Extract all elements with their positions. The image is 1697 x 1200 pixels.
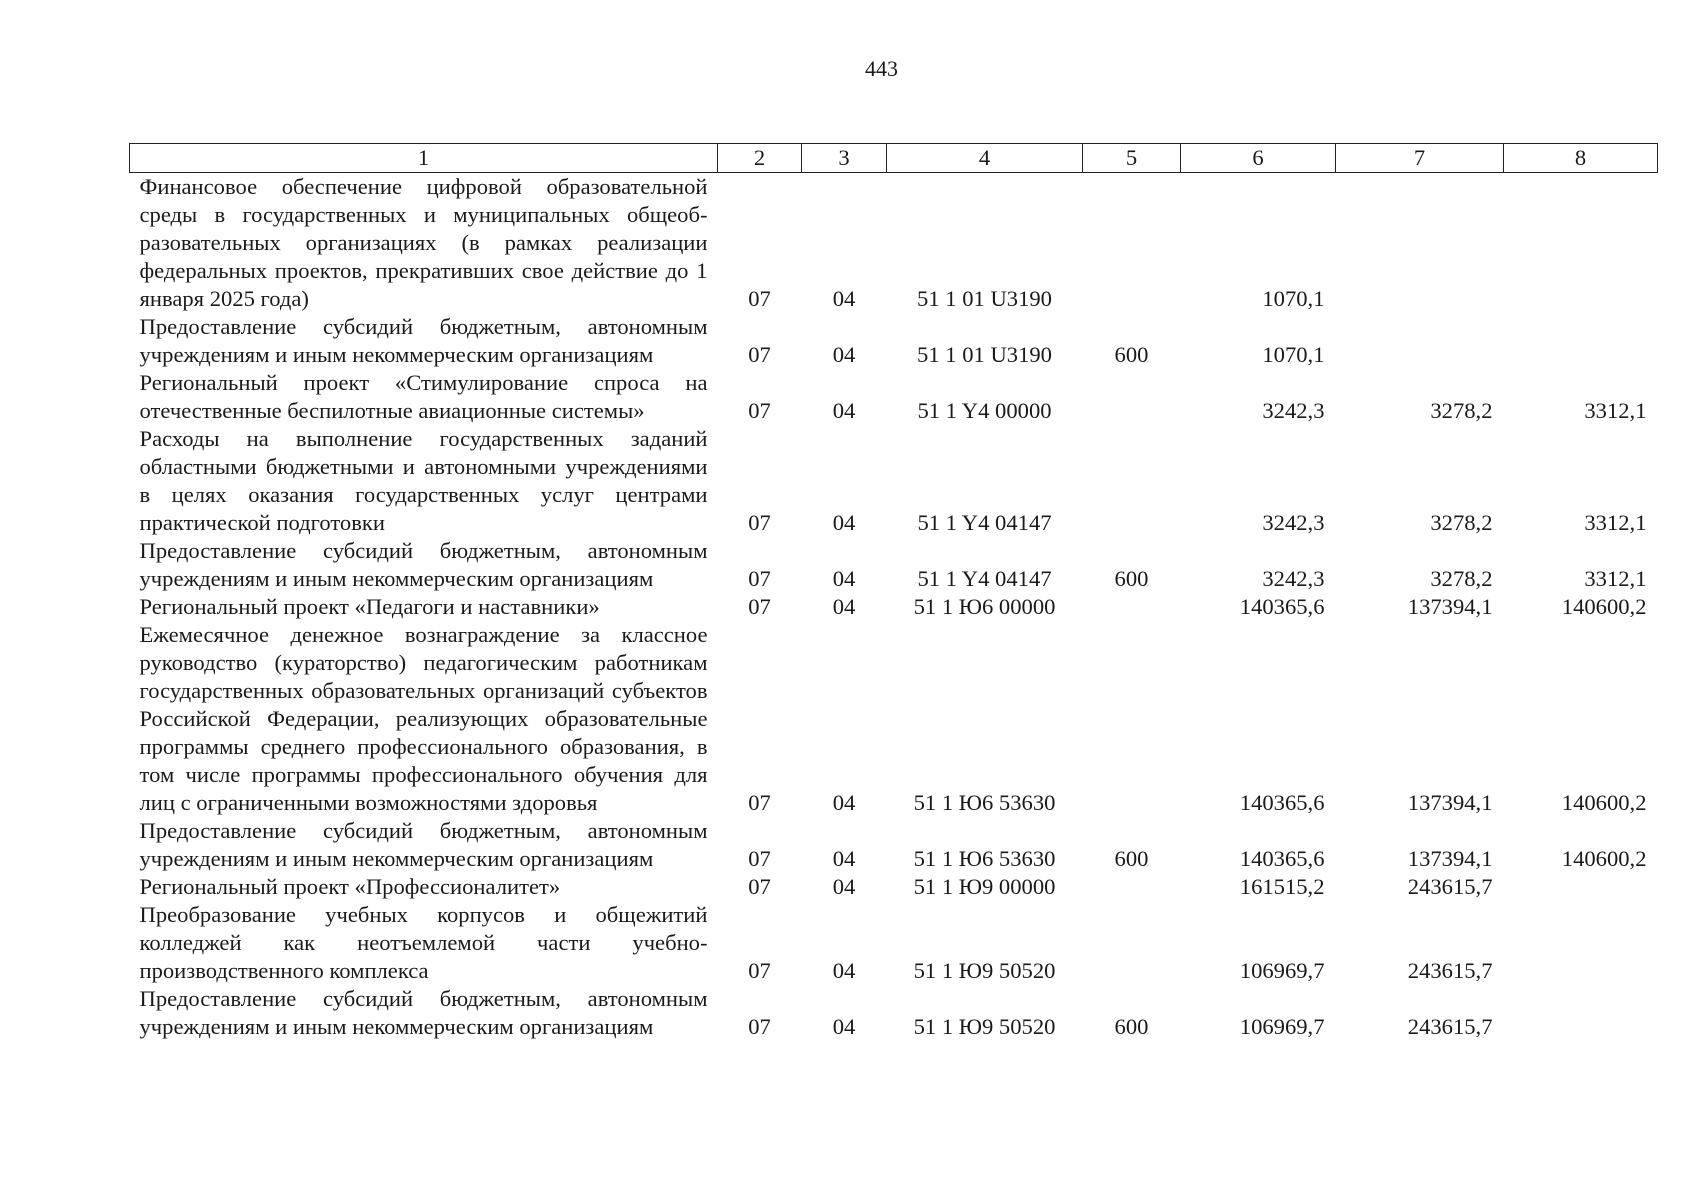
amount-col-8: 140600,2 bbox=[1561, 846, 1647, 871]
row-name: Финансовое обеспечение цифровой образовательной среды в государственных и муниципальных общеобразовательных организациях (в рамках реализации федеральных проектов, прекративших свое действие до 1 января 2025 года) bbox=[139, 174, 708, 311]
subsection-code: 04 bbox=[832, 846, 856, 871]
subsection-code: 04 bbox=[832, 958, 856, 983]
row-name: Ежемесячное денежное вознаграждение за классное руководство (кураторство) педагогическим работникам государственных образовательных организаций субъектов Российской Федерации, реализующих образовательные программы среднего профессионального образования, в том числе программы профессионального обучения для лиц с ограниченными возможностями здоровья bbox=[139, 622, 708, 815]
amount-col-7: 3278,2 bbox=[1430, 398, 1493, 423]
amount-col-7: 243615,7 bbox=[1407, 1014, 1493, 1039]
target-article-code: 51 1 Y4 04147 bbox=[917, 566, 1052, 591]
section-code: 07 bbox=[748, 342, 771, 367]
amount-col-8: 3312,1 bbox=[1584, 510, 1647, 535]
table-row bbox=[130, 369, 1658, 425]
table-body bbox=[130, 173, 1658, 1042]
column-header-7: 7 bbox=[1336, 144, 1504, 173]
target-article-code: 51 1 Y4 00000 bbox=[917, 398, 1052, 423]
amount-col-8: 140600,2 bbox=[1561, 790, 1647, 815]
amount-col-6: 1070,1 bbox=[1262, 342, 1325, 367]
amount-col-8: 3312,1 bbox=[1584, 566, 1647, 591]
section-code: 07 bbox=[748, 398, 771, 423]
amount-col-7: 3278,2 bbox=[1430, 566, 1493, 591]
column-header-8: 8 bbox=[1504, 144, 1658, 173]
subsection-code: 04 bbox=[832, 286, 856, 311]
column-header-5: 5 bbox=[1083, 144, 1181, 173]
table-row bbox=[130, 621, 1658, 817]
row-name: Преобразование учебных корпусов и общежитий колледжей как неотъемлемой части учебно-производственного комплекса bbox=[139, 902, 708, 983]
target-article-code: 51 1 Y4 04147 bbox=[917, 510, 1052, 535]
table-row bbox=[130, 593, 1658, 621]
amount-col-8: 3312,1 bbox=[1584, 398, 1647, 423]
row-name: Предоставление субсидий бюджетным, автономным учреждениям и иным некоммерческим организациям bbox=[139, 538, 708, 591]
expense-type-code: 600 bbox=[1114, 566, 1149, 591]
row-name: Расходы на выполнение государственных заданий областными бюджетными и автономными учреждениями в целях оказания государственных услуг центрами практической подготовки bbox=[139, 426, 708, 535]
target-article-code: 51 1 01 U3190 bbox=[917, 286, 1052, 311]
amount-col-8 bbox=[1504, 901, 1658, 985]
table-row bbox=[130, 425, 1658, 537]
expense-type-code bbox=[1083, 621, 1181, 817]
column-header-4: 4 bbox=[887, 144, 1083, 173]
subsection-code: 04 bbox=[832, 510, 856, 535]
amount-col-8: 140600,2 bbox=[1561, 594, 1647, 619]
amount-col-6: 161515,2 bbox=[1239, 874, 1325, 899]
subsection-code: 04 bbox=[832, 874, 856, 899]
amount-col-7: 243615,7 bbox=[1407, 874, 1493, 899]
target-article-code: 51 1 Ю6 00000 bbox=[913, 594, 1056, 619]
column-header-2: 2 bbox=[718, 144, 802, 173]
row-name: Предоставление субсидий бюджетным, автономным учреждениям и иным некоммерческим организациям bbox=[139, 986, 708, 1039]
amount-col-6: 140365,6 bbox=[1239, 846, 1325, 871]
amount-col-6: 3242,3 bbox=[1262, 398, 1325, 423]
row-name: Региональный проект «Педагоги и наставники» bbox=[139, 594, 600, 619]
budget-table bbox=[129, 143, 1658, 1041]
column-header-3: 3 bbox=[802, 144, 887, 173]
section-code: 07 bbox=[748, 874, 771, 899]
amount-col-6: 1070,1 bbox=[1262, 286, 1325, 311]
section-code: 07 bbox=[748, 790, 771, 815]
header-row bbox=[130, 144, 1658, 173]
amount-col-7: 137394,1 bbox=[1407, 594, 1493, 619]
amount-col-8 bbox=[1504, 173, 1658, 314]
amount-col-6: 140365,6 bbox=[1239, 790, 1325, 815]
amount-col-8 bbox=[1504, 985, 1658, 1041]
amount-col-7 bbox=[1336, 313, 1504, 369]
table-row bbox=[130, 901, 1658, 985]
amount-col-7: 3278,2 bbox=[1430, 510, 1493, 535]
expense-type-code bbox=[1083, 369, 1181, 425]
expense-type-code bbox=[1083, 873, 1181, 901]
amount-col-7: 137394,1 bbox=[1407, 846, 1493, 871]
row-name: Региональный проект «Стимулирование спроса на отечественные беспилотные авиационные системы» bbox=[139, 370, 708, 423]
amount-col-6: 3242,3 bbox=[1262, 566, 1325, 591]
table-row bbox=[130, 173, 1658, 314]
table-row bbox=[130, 873, 1658, 901]
subsection-code: 04 bbox=[832, 790, 856, 815]
expense-type-code: 600 bbox=[1114, 1014, 1149, 1039]
amount-col-7: 243615,7 bbox=[1407, 958, 1493, 983]
amount-col-8 bbox=[1504, 313, 1658, 369]
amount-col-7: 137394,1 bbox=[1407, 790, 1493, 815]
expense-type-code: 600 bbox=[1114, 342, 1149, 367]
expense-type-code bbox=[1083, 173, 1181, 314]
page-number: 443 bbox=[865, 56, 898, 81]
row-name: Региональный проект «Профессионалитет» bbox=[139, 874, 561, 899]
subsection-code: 04 bbox=[832, 342, 856, 367]
expense-type-code bbox=[1083, 425, 1181, 537]
table-row bbox=[130, 817, 1658, 873]
amount-col-6: 106969,7 bbox=[1239, 958, 1325, 983]
table-row bbox=[130, 313, 1658, 369]
target-article-code: 51 1 01 U3190 bbox=[917, 342, 1052, 367]
section-code: 07 bbox=[748, 510, 771, 535]
subsection-code: 04 bbox=[832, 594, 856, 619]
column-header-6: 6 bbox=[1181, 144, 1336, 173]
table-row bbox=[130, 537, 1658, 593]
target-article-code: 51 1 Ю9 50520 bbox=[913, 1014, 1056, 1039]
expense-type-code bbox=[1083, 593, 1181, 621]
expense-type-code: 600 bbox=[1114, 846, 1149, 871]
target-article-code: 51 1 Ю6 53630 bbox=[913, 846, 1056, 871]
amount-col-6: 3242,3 bbox=[1262, 510, 1325, 535]
amount-col-8 bbox=[1504, 873, 1658, 901]
amount-col-7 bbox=[1336, 173, 1504, 314]
row-name: Предоставление субсидий бюджетным, автономным учреждениям и иным некоммерческим организациям bbox=[139, 818, 708, 871]
section-code: 07 bbox=[748, 958, 771, 983]
section-code: 07 bbox=[748, 846, 771, 871]
subsection-code: 04 bbox=[832, 398, 856, 423]
table-header bbox=[130, 144, 1658, 173]
subsection-code: 04 bbox=[832, 566, 856, 591]
expense-type-code bbox=[1083, 901, 1181, 985]
target-article-code: 51 1 Ю6 53630 bbox=[913, 790, 1056, 815]
target-article-code: 51 1 Ю9 00000 bbox=[913, 874, 1056, 899]
target-article-code: 51 1 Ю9 50520 bbox=[913, 958, 1056, 983]
subsection-code: 04 bbox=[832, 1014, 856, 1039]
amount-col-6: 140365,6 bbox=[1239, 594, 1325, 619]
table-row bbox=[130, 985, 1658, 1041]
section-code: 07 bbox=[748, 1014, 771, 1039]
row-name: Предоставление субсидий бюджетным, автономным учреждениям и иным некоммерческим организациям bbox=[139, 314, 708, 367]
section-code: 07 bbox=[748, 286, 771, 311]
column-header-1: 1 bbox=[130, 144, 718, 173]
amount-col-6: 106969,7 bbox=[1239, 1014, 1325, 1039]
section-code: 07 bbox=[748, 594, 771, 619]
section-code: 07 bbox=[748, 566, 771, 591]
